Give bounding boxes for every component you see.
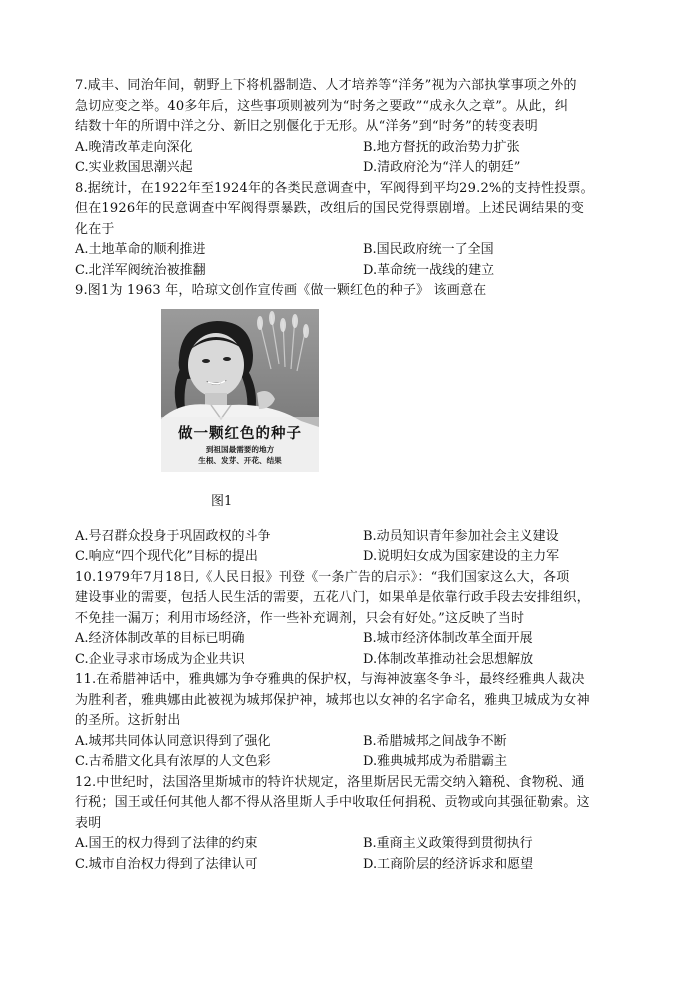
options xyxy=(75,240,625,281)
question-stem: 9.图1为 1963 年，哈琼文创作宣传画《做一颗红色的种子》 该画意在 xyxy=(75,283,487,298)
option-d: D.清政府沦为“洋人的朝廷” xyxy=(363,160,521,175)
option-d: D.工商阶层的经济诉求和愿望 xyxy=(363,856,534,872)
option-b: B.地方督抚的政治势力扩张 xyxy=(363,139,520,155)
option-d: D.革命统一战线的建立 xyxy=(363,262,495,278)
question-11 xyxy=(75,670,625,773)
option-c: C.实业救国思潮兴起 xyxy=(75,160,193,175)
options xyxy=(75,732,625,773)
option-b: B.重商主义政策得到贯彻执行 xyxy=(363,836,533,851)
question-stem: 10.1979年7月18日,《人民日报》刊登《一条广告的启示》：“我们国家这么大，各项 建设事业的需要，包括人民生活的需要，五花八门，如果单是依靠行政手段去安排组织， 不免挂一漏万；利用市场经济，作一些补充调剂，只会有好处。”这反映了当时 xyxy=(75,569,590,626)
question-8 xyxy=(75,179,625,282)
question-10 xyxy=(75,568,625,671)
option-c: C.城市自治权力得到了法律认可 xyxy=(75,856,258,872)
option-c: C.企业寻求市场成为企业共识 xyxy=(75,651,245,667)
option-d: D.雅典城邦成为希腊霸主 xyxy=(363,754,508,769)
options xyxy=(75,834,625,875)
options xyxy=(75,629,625,670)
option-a: A.城邦共同体认同意识得到了强化 xyxy=(75,733,271,749)
propaganda-poster-image xyxy=(161,309,319,472)
exam-page xyxy=(75,76,625,875)
question-9 xyxy=(75,281,625,568)
poster-slogan-line2: 生根、发芽、开花、结果 xyxy=(198,455,282,465)
question-stem: 11.在希腊神话中，雅典娜为争夺雅典的保护权，与海神波塞冬争斗，最终经雅典人裁决 为胜利者，雅典娜由此被视为城邦保护神，城邦也以女神的名字命名，雅典卫城成为女神 的圣所。这折射出 xyxy=(75,672,590,728)
option-a: A.国王的权力得到了法律的约束 xyxy=(75,836,258,851)
option-b: B.城市经济体制改革全面开展 xyxy=(363,631,533,646)
question-stem: 7.咸丰、同治年间，朝野上下将机器制造、人才培养等“洋务”视为六部执掌事项之外的 急切应变之举。40多年后，这些事项则被列为“时务之要政”“成永久之章”。从此，纠 结数十年的所谓中洋之分、新旧之别偃化于无形。从“洋务”到“时务”的转变表明 xyxy=(75,78,577,134)
question-7 xyxy=(75,76,625,179)
option-b: B.希腊城邦之间战争不断 xyxy=(363,733,507,749)
question-stem: 12.中世纪时，法国洛里斯城市的特许状规定，洛里斯居民无需交纳入籍税、食物税、通 行税；国王或任何其他人都不得从洛里斯人手中收取任何捐税、贡物或向其强征勒索。这 表明 xyxy=(75,774,590,831)
option-c: C.北洋军阀统治被推翻 xyxy=(75,262,206,278)
option-a: A.经济体制改革的目标已明确 xyxy=(75,631,245,646)
options xyxy=(75,138,625,179)
option-a: A.土地革命的顺利推进 xyxy=(75,242,206,257)
question-stem: 8.据统计，在1922年至1924年的各类民意调查中，军阀得到平均29.2%的支持性投票。 但在1926年的民意调查中军阀得票暴跌，改组后的国民党得票剧增。上述民调结果的变 化在于 xyxy=(75,180,594,237)
options xyxy=(75,527,625,568)
poster-slogan-line1: 到祖国最需要的地方 xyxy=(205,444,275,454)
option-d: D.体制改革推动社会思想解放 xyxy=(363,651,534,667)
option-a: A.号召群众投身于巩固政权的斗争 xyxy=(75,528,271,544)
option-a: A.晚清改革走向深化 xyxy=(75,139,193,155)
option-d: D.说明妇女成为国家建设的主力军 xyxy=(363,549,560,564)
option-b: B.动员知识青年参加社会主义建设 xyxy=(363,528,559,544)
question-12 xyxy=(75,773,625,876)
option-b: B.国民政府统一了全国 xyxy=(363,242,494,257)
figure-caption: 图1 xyxy=(211,493,233,509)
option-c: C.响应“四个现代化”目标的提出 xyxy=(75,549,258,564)
figure-1 xyxy=(75,302,625,527)
poster-title: 做一颗红色的种子 xyxy=(178,425,302,442)
option-c: C.古希腊文化具有浓厚的人文色彩 xyxy=(75,754,271,769)
